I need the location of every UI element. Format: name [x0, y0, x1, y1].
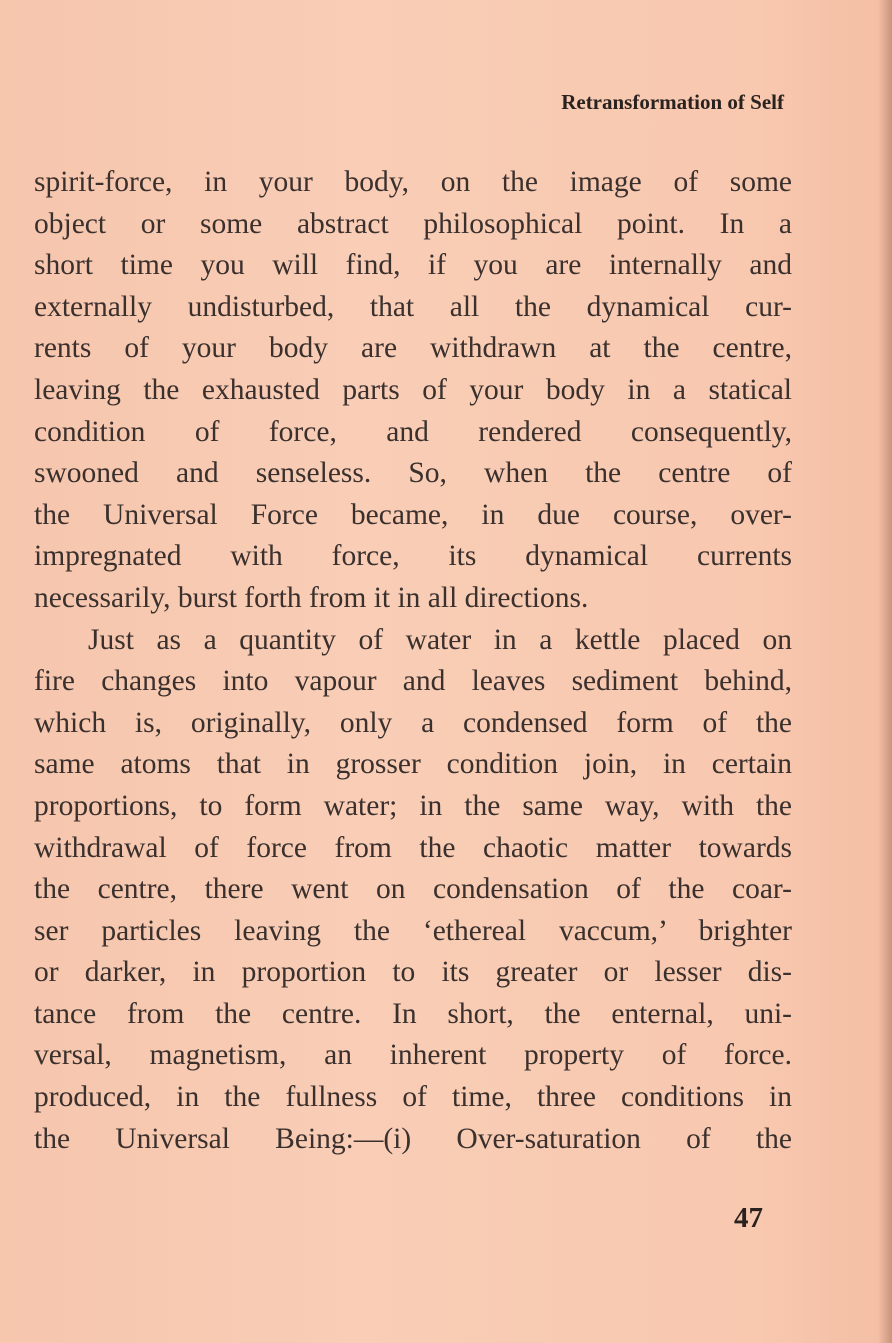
body-text — [34, 162, 792, 1160]
text-line: the Universal Being:—(i) Over-saturation of the — [34, 1122, 792, 1155]
text-line: Just as a quantity of water in a kettle placed on — [88, 623, 792, 656]
text-line: or darker, in proportion to its greater or lesser dis- — [34, 956, 792, 989]
text-line: object or some abstract philosophical point. In a — [34, 207, 792, 240]
text-line: same atoms that in grosser condition join, in certain — [34, 748, 792, 781]
text-line: impregnated with force, its dynamical currents — [34, 540, 792, 573]
text-line: the Universal Force became, in due course, over- — [34, 498, 792, 531]
text-line: produced, in the fullness of time, three conditions in — [34, 1081, 792, 1114]
text-line: short time you will find, if you are internally and — [34, 249, 792, 282]
text-line: spirit-force, in your body, on the image of some — [34, 166, 792, 198]
text-line: necessarily, burst forth from it in all directions. — [34, 581, 589, 614]
text-line: swooned and senseless. So, when the centre of — [34, 457, 792, 490]
text-line: tance from the centre. In short, the enternal, uni- — [34, 997, 792, 1030]
text-line: which is, originally, only a condensed form of the — [34, 706, 792, 739]
text-line: fire changes into vapour and leaves sediment behind, — [34, 665, 792, 698]
running-header: Retransformation of Self — [561, 90, 784, 114]
text-line: ser particles leaving the ‘ethereal vaccum,’ brighter — [34, 914, 792, 947]
text-line: externally undisturbed, that all the dynamical cur- — [34, 290, 792, 323]
text-line: condition of force, and rendered consequently, — [34, 415, 792, 448]
text-line: leaving the exhausted parts of your body in a statical — [34, 373, 792, 406]
text-line: versal, magnetism, an inherent property of force. — [34, 1039, 792, 1072]
text-line: withdrawal of force from the chaotic matter towards — [34, 831, 792, 864]
text-line: proportions, to form water; in the same way, with the — [34, 789, 792, 822]
text-line: rents of your body are withdrawn at the centre, — [34, 332, 792, 365]
page-number: 47 — [734, 1202, 763, 1234]
page-edge-shadow — [878, 0, 892, 1343]
text-line: the centre, there went on condensation of the coar- — [34, 873, 792, 906]
